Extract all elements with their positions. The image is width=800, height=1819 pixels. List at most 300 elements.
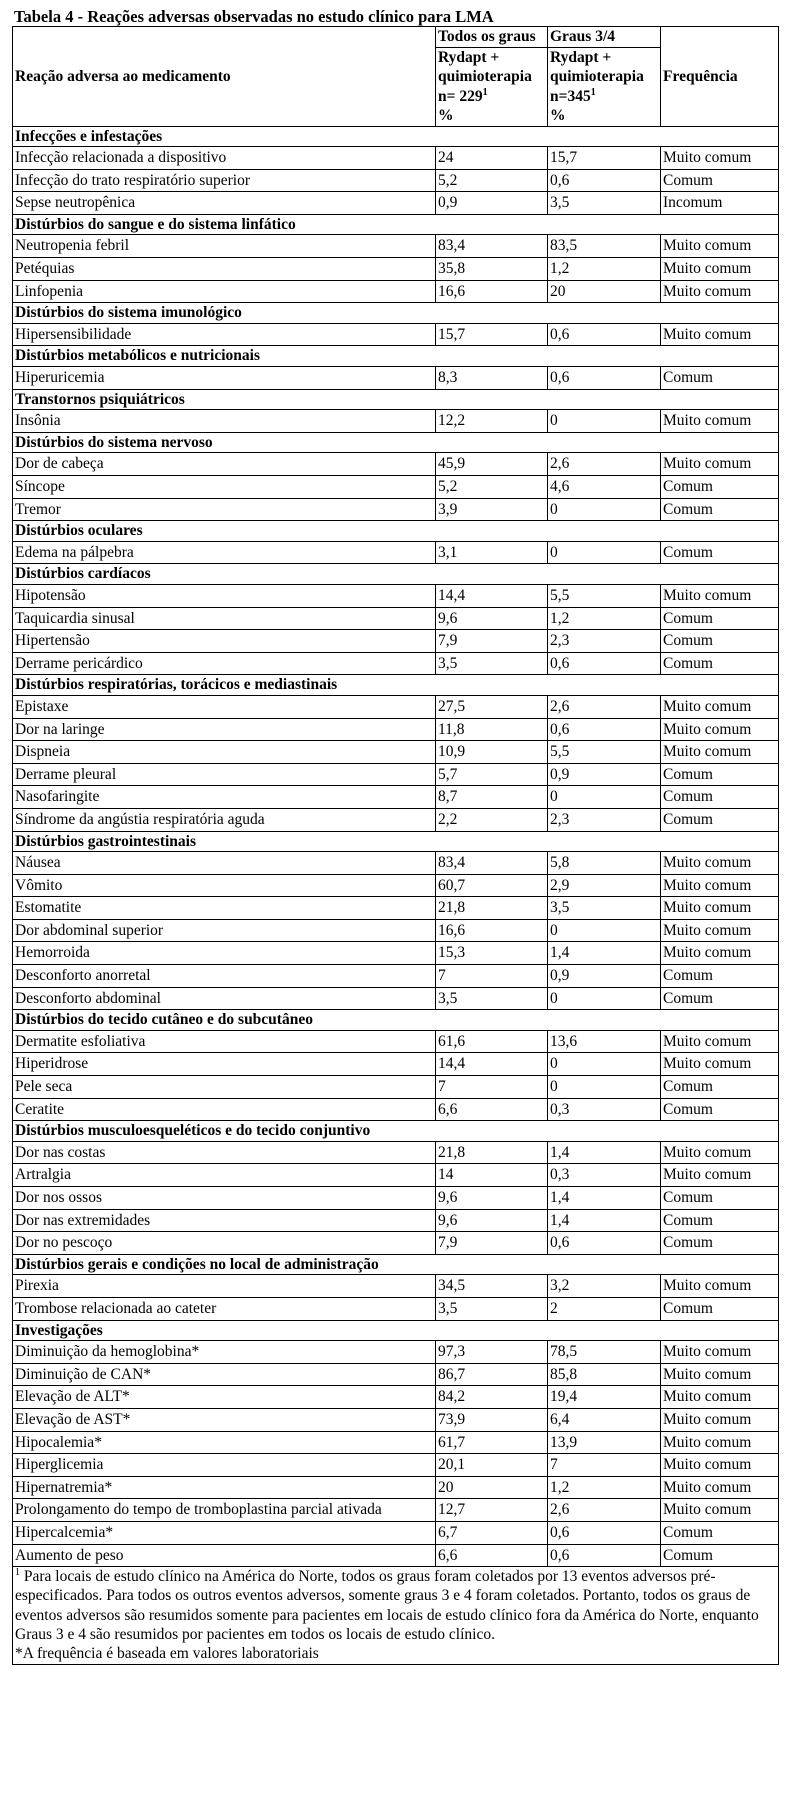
table-row <box>13 1431 779 1454</box>
section-title: Distúrbios respiratórias, torácicos e mediastinais <box>13 675 779 696</box>
section-title: Distúrbios metabólicos e nutricionais <box>13 346 779 367</box>
grades-3-4-cell: 5,5 <box>548 584 661 607</box>
frequency-cell: Comum <box>661 1521 779 1544</box>
reaction-cell: Hiperidrose <box>13 1053 436 1076</box>
frequency-cell: Comum <box>661 652 779 675</box>
footnotes-cell <box>13 1567 779 1664</box>
all-grades-cell: 14,4 <box>436 584 548 607</box>
all-grades-cell: 7 <box>436 965 548 988</box>
all-grades-cell: 3,5 <box>436 652 548 675</box>
frequency-cell: Muito comum <box>661 1341 779 1364</box>
grades-3-4-cell: 83,5 <box>548 235 661 258</box>
all-grades-cell: 6,6 <box>436 1098 548 1121</box>
frequency-cell: Muito comum <box>661 1141 779 1164</box>
frequency-cell: Comum <box>661 607 779 630</box>
reaction-cell: Estomatite <box>13 897 436 920</box>
all-grades-cell: 14 <box>436 1164 548 1187</box>
grades-3-4-cell: 0 <box>548 1076 661 1099</box>
section-title: Infecções e infestações <box>13 126 779 147</box>
reaction-cell: Hiperglicemia <box>13 1454 436 1477</box>
table-row <box>13 1341 779 1364</box>
header-g34-n-line <box>550 87 658 107</box>
reaction-cell: Hipercalcemia* <box>13 1521 436 1544</box>
frequency-cell: Comum <box>661 786 779 809</box>
table-row <box>13 410 779 433</box>
grades-3-4-cell: 1,4 <box>548 1209 661 1232</box>
frequency-cell: Muito comum <box>661 1386 779 1409</box>
table-row <box>13 808 779 831</box>
header-all-grades: Todos os graus <box>436 27 548 48</box>
footnote-row <box>13 1567 779 1664</box>
footnote-1 <box>15 1567 776 1644</box>
all-grades-cell: 20,1 <box>436 1454 548 1477</box>
all-grades-cell: 5,7 <box>436 763 548 786</box>
all-grades-cell: 15,7 <box>436 323 548 346</box>
grades-3-4-cell: 1,2 <box>548 258 661 281</box>
table-row <box>13 498 779 521</box>
table-footnotes <box>13 1567 779 1664</box>
grades-3-4-cell: 0 <box>548 410 661 433</box>
all-grades-cell: 0,9 <box>436 192 548 215</box>
table-row <box>13 1363 779 1386</box>
header-g34-unit: % <box>550 107 566 124</box>
all-grades-cell: 9,6 <box>436 1187 548 1210</box>
header-all-grades-detail <box>436 47 548 126</box>
table-row <box>13 1187 779 1210</box>
reaction-cell: Dor na laringe <box>13 718 436 741</box>
all-grades-cell: 3,9 <box>436 498 548 521</box>
table-row <box>13 874 779 897</box>
section-row <box>13 1254 779 1275</box>
grades-3-4-cell: 15,7 <box>548 147 661 170</box>
frequency-cell: Muito comum <box>661 695 779 718</box>
all-grades-cell: 16,6 <box>436 919 548 942</box>
all-grades-cell: 86,7 <box>436 1363 548 1386</box>
table-row <box>13 258 779 281</box>
frequency-cell: Comum <box>661 1076 779 1099</box>
grades-3-4-cell: 13,9 <box>548 1431 661 1454</box>
reaction-cell: Dor de cabeça <box>13 453 436 476</box>
section-row <box>13 432 779 453</box>
all-grades-cell: 83,4 <box>436 852 548 875</box>
header-all-sub: Rydapt + quimioterapia <box>438 48 532 85</box>
section-row <box>13 1010 779 1031</box>
reaction-cell: Sepse neutropênica <box>13 192 436 215</box>
frequency-cell: Comum <box>661 1297 779 1320</box>
frequency-cell: Muito comum <box>661 323 779 346</box>
all-grades-cell: 5,2 <box>436 476 548 499</box>
all-grades-cell: 3,1 <box>436 541 548 564</box>
header-all-unit: % <box>438 107 454 124</box>
all-grades-cell: 20 <box>436 1476 548 1499</box>
frequency-cell: Comum <box>661 1209 779 1232</box>
reaction-cell: Insônia <box>13 410 436 433</box>
all-grades-cell: 61,7 <box>436 1431 548 1454</box>
reaction-cell: Desconforto anorretal <box>13 965 436 988</box>
all-grades-cell: 60,7 <box>436 874 548 897</box>
reaction-cell: Hipotensão <box>13 584 436 607</box>
reaction-cell: Síndrome da angústia respiratória aguda <box>13 808 436 831</box>
table-row <box>13 1209 779 1232</box>
table-row <box>13 280 779 303</box>
frequency-cell: Muito comum <box>661 1363 779 1386</box>
table-row <box>13 1275 779 1298</box>
section-row <box>13 1121 779 1142</box>
footnote-1-marker: 1 <box>15 1566 20 1578</box>
reaction-cell: Petéquias <box>13 258 436 281</box>
table-row <box>13 1076 779 1099</box>
table-row <box>13 1053 779 1076</box>
frequency-cell: Muito comum <box>661 852 779 875</box>
table-title: Tabela 4 - Reações adversas observadas no estudo clínico para LMA <box>14 7 494 26</box>
reaction-cell: Derrame pericárdico <box>13 652 436 675</box>
section-title: Distúrbios musculoesqueléticos e do tecido conjuntivo <box>13 1121 779 1142</box>
table-row <box>13 476 779 499</box>
grades-3-4-cell: 0,6 <box>548 323 661 346</box>
table-row <box>13 367 779 390</box>
reaction-cell: Dor nas extremidades <box>13 1209 436 1232</box>
grades-3-4-cell: 0,6 <box>548 652 661 675</box>
section-title: Distúrbios do sistema imunológico <box>13 303 779 324</box>
frequency-cell: Muito comum <box>661 741 779 764</box>
table-row <box>13 1141 779 1164</box>
all-grades-cell: 8,3 <box>436 367 548 390</box>
grades-3-4-cell: 0,6 <box>548 169 661 192</box>
grades-3-4-cell: 20 <box>548 280 661 303</box>
grades-3-4-cell: 0 <box>548 541 661 564</box>
header-g34-sub: Rydapt + quimioterapia <box>550 48 644 85</box>
grades-3-4-cell: 0 <box>548 1053 661 1076</box>
header-g34-n-sup: 1 <box>590 86 596 98</box>
grades-3-4-cell: 0 <box>548 987 661 1010</box>
all-grades-cell: 7,9 <box>436 630 548 653</box>
all-grades-cell: 84,2 <box>436 1386 548 1409</box>
all-grades-cell: 21,8 <box>436 897 548 920</box>
all-grades-cell: 11,8 <box>436 718 548 741</box>
grades-3-4-cell: 19,4 <box>548 1386 661 1409</box>
section-row <box>13 214 779 235</box>
reaction-cell: Infecção relacionada a dispositivo <box>13 147 436 170</box>
frequency-cell: Comum <box>661 498 779 521</box>
frequency-cell: Muito comum <box>661 897 779 920</box>
header-frequency: Frequência <box>661 27 779 127</box>
frequency-cell: Comum <box>661 1232 779 1255</box>
table-row <box>13 1521 779 1544</box>
all-grades-cell: 34,5 <box>436 1275 548 1298</box>
reaction-cell: Hemorroida <box>13 942 436 965</box>
reaction-cell: Neutropenia febril <box>13 235 436 258</box>
all-grades-cell: 10,9 <box>436 741 548 764</box>
frequency-cell: Comum <box>661 476 779 499</box>
grades-3-4-cell: 0,9 <box>548 763 661 786</box>
reaction-cell: Dispneia <box>13 741 436 764</box>
reaction-cell: Dor nos ossos <box>13 1187 436 1210</box>
reaction-cell: Hipocalemia* <box>13 1431 436 1454</box>
header-all-n-line <box>438 87 545 107</box>
frequency-cell: Comum <box>661 541 779 564</box>
reaction-cell: Edema na pálpebra <box>13 541 436 564</box>
frequency-cell: Muito comum <box>661 1454 779 1477</box>
all-grades-cell: 97,3 <box>436 1341 548 1364</box>
section-row <box>13 675 779 696</box>
frequency-cell: Comum <box>661 965 779 988</box>
all-grades-cell: 6,7 <box>436 1521 548 1544</box>
grades-3-4-cell: 0,6 <box>548 718 661 741</box>
reaction-cell: Síncope <box>13 476 436 499</box>
table-row <box>13 453 779 476</box>
reaction-cell: Pele seca <box>13 1076 436 1099</box>
table-row <box>13 235 779 258</box>
grades-3-4-cell: 0,3 <box>548 1164 661 1187</box>
all-grades-cell: 27,5 <box>436 695 548 718</box>
table-row <box>13 786 779 809</box>
grades-3-4-cell: 0,3 <box>548 1098 661 1121</box>
grades-3-4-cell: 1,4 <box>548 1187 661 1210</box>
table-row <box>13 1476 779 1499</box>
reaction-cell: Artralgia <box>13 1164 436 1187</box>
all-grades-cell: 83,4 <box>436 235 548 258</box>
frequency-cell: Comum <box>661 630 779 653</box>
all-grades-cell: 14,4 <box>436 1053 548 1076</box>
table-row <box>13 323 779 346</box>
reaction-cell: Vômito <box>13 874 436 897</box>
section-row <box>13 346 779 367</box>
footnote-1-text: Para locais de estudo clínico na América do Norte, todos os graus foram coletados por 13 eventos adversos pré-especificados. Para todos os outros eventos adversos, somente graus 3 e 4 foram coletados. Portanto, todos os graus de eventos adversos são resumidos somente para pacientes em locais de estudo clínico fora da América do Norte, enquanto Graus 3 e 4 são resumidos por pacientes em todos os locais de estudo clínico. <box>15 1568 759 1643</box>
frequency-cell: Muito comum <box>661 874 779 897</box>
table-row <box>13 1499 779 1522</box>
header-grades-3-4: Graus 3/4 <box>548 27 661 48</box>
all-grades-cell: 2,2 <box>436 808 548 831</box>
all-grades-cell: 24 <box>436 147 548 170</box>
table-row <box>13 1386 779 1409</box>
all-grades-cell: 9,6 <box>436 607 548 630</box>
grades-3-4-cell: 78,5 <box>548 1341 661 1364</box>
grades-3-4-cell: 2,3 <box>548 630 661 653</box>
all-grades-cell: 9,6 <box>436 1209 548 1232</box>
frequency-cell: Muito comum <box>661 258 779 281</box>
table-row <box>13 919 779 942</box>
table-row <box>13 192 779 215</box>
reaction-cell: Tremor <box>13 498 436 521</box>
grades-3-4-cell: 5,5 <box>548 741 661 764</box>
grades-3-4-cell: 0,6 <box>548 1232 661 1255</box>
frequency-cell: Comum <box>661 367 779 390</box>
grades-3-4-cell: 2,9 <box>548 874 661 897</box>
grades-3-4-cell: 2,6 <box>548 695 661 718</box>
grades-3-4-cell: 2,3 <box>548 808 661 831</box>
frequency-cell: Muito comum <box>661 1030 779 1053</box>
section-row <box>13 303 779 324</box>
section-row <box>13 831 779 852</box>
reaction-cell: Pirexia <box>13 1275 436 1298</box>
all-grades-cell: 73,9 <box>436 1408 548 1431</box>
table-row <box>13 987 779 1010</box>
grades-3-4-cell: 0,6 <box>548 1544 661 1567</box>
all-grades-cell: 7 <box>436 1076 548 1099</box>
reaction-cell: Aumento de peso <box>13 1544 436 1567</box>
all-grades-cell: 45,9 <box>436 453 548 476</box>
all-grades-cell: 5,2 <box>436 169 548 192</box>
frequency-cell: Muito comum <box>661 1408 779 1431</box>
section-row <box>13 389 779 410</box>
frequency-cell: Muito comum <box>661 147 779 170</box>
header-all-n: n= 229 <box>438 87 483 105</box>
table-row <box>13 695 779 718</box>
frequency-cell: Muito comum <box>661 1499 779 1522</box>
all-grades-cell: 61,6 <box>436 1030 548 1053</box>
grades-3-4-cell: 1,4 <box>548 942 661 965</box>
frequency-cell: Comum <box>661 808 779 831</box>
all-grades-cell: 8,7 <box>436 786 548 809</box>
all-grades-cell: 16,6 <box>436 280 548 303</box>
reaction-cell: Dermatite esfoliativa <box>13 1030 436 1053</box>
frequency-cell: Comum <box>661 987 779 1010</box>
grades-3-4-cell: 0,6 <box>548 367 661 390</box>
frequency-cell: Comum <box>661 1187 779 1210</box>
document-page <box>12 8 778 1665</box>
section-row <box>13 1320 779 1341</box>
table-row <box>13 1098 779 1121</box>
table-row <box>13 763 779 786</box>
grades-3-4-cell: 1,2 <box>548 607 661 630</box>
grades-3-4-cell: 2 <box>548 1297 661 1320</box>
reaction-cell: Dor nas costas <box>13 1141 436 1164</box>
table-row <box>13 965 779 988</box>
grades-3-4-cell: 2,6 <box>548 453 661 476</box>
table-row <box>13 584 779 607</box>
grades-3-4-cell: 1,4 <box>548 1141 661 1164</box>
table-row <box>13 741 779 764</box>
reaction-cell: Linfopenia <box>13 280 436 303</box>
header-row-1 <box>13 27 779 48</box>
grades-3-4-cell: 0 <box>548 786 661 809</box>
table-row <box>13 1454 779 1477</box>
reaction-cell: Elevação de AST* <box>13 1408 436 1431</box>
reaction-cell: Trombose relacionada ao cateter <box>13 1297 436 1320</box>
table-row <box>13 147 779 170</box>
table-row <box>13 630 779 653</box>
grades-3-4-cell: 5,8 <box>548 852 661 875</box>
frequency-cell: Comum <box>661 169 779 192</box>
frequency-cell: Comum <box>661 1544 779 1567</box>
adverse-reactions-table <box>12 26 779 1665</box>
frequency-cell: Muito comum <box>661 919 779 942</box>
table-row <box>13 1232 779 1255</box>
reaction-cell: Ceratite <box>13 1098 436 1121</box>
reaction-cell: Náusea <box>13 852 436 875</box>
frequency-cell: Muito comum <box>661 235 779 258</box>
frequency-cell: Incomum <box>661 192 779 215</box>
frequency-cell: Muito comum <box>661 584 779 607</box>
frequency-cell: Muito comum <box>661 1053 779 1076</box>
grades-3-4-cell: 0 <box>548 498 661 521</box>
section-title: Distúrbios oculares <box>13 521 779 542</box>
all-grades-cell: 12,2 <box>436 410 548 433</box>
section-title: Investigações <box>13 1320 779 1341</box>
grades-3-4-cell: 0,6 <box>548 1521 661 1544</box>
reaction-cell: Dor no pescoço <box>13 1232 436 1255</box>
reaction-cell: Dor abdominal superior <box>13 919 436 942</box>
section-row <box>13 126 779 147</box>
table-row <box>13 1544 779 1567</box>
frequency-cell: Muito comum <box>661 1164 779 1187</box>
reaction-cell: Nasofaringite <box>13 786 436 809</box>
frequency-cell: Muito comum <box>661 280 779 303</box>
all-grades-cell: 35,8 <box>436 258 548 281</box>
table-row <box>13 652 779 675</box>
table-row <box>13 718 779 741</box>
grades-3-4-cell: 7 <box>548 1454 661 1477</box>
grades-3-4-cell: 3,2 <box>548 1275 661 1298</box>
section-title: Transtornos psiquiátricos <box>13 389 779 410</box>
section-title: Distúrbios gerais e condições no local de administração <box>13 1254 779 1275</box>
frequency-cell: Comum <box>661 1098 779 1121</box>
section-title: Distúrbios cardíacos <box>13 564 779 585</box>
table-row <box>13 541 779 564</box>
section-title: Distúrbios gastrointestinais <box>13 831 779 852</box>
table-row <box>13 169 779 192</box>
reaction-cell: Derrame pleural <box>13 763 436 786</box>
table-row <box>13 1297 779 1320</box>
reaction-cell: Hipersensibilidade <box>13 323 436 346</box>
reaction-cell: Prolongamento do tempo de tromboplastina parcial ativada <box>13 1499 436 1522</box>
grades-3-4-cell: 6,4 <box>548 1408 661 1431</box>
reaction-cell: Taquicardia sinusal <box>13 607 436 630</box>
header-grades-detail <box>548 47 661 126</box>
header-all-n-sup: 1 <box>482 86 488 98</box>
table-row <box>13 607 779 630</box>
grades-3-4-cell: 85,8 <box>548 1363 661 1386</box>
grades-3-4-cell: 0 <box>548 919 661 942</box>
all-grades-cell: 7,9 <box>436 1232 548 1255</box>
grades-3-4-cell: 1,2 <box>548 1476 661 1499</box>
reaction-cell: Diminuição de CAN* <box>13 1363 436 1386</box>
grades-3-4-cell: 3,5 <box>548 192 661 215</box>
all-grades-cell: 12,7 <box>436 1499 548 1522</box>
frequency-cell: Muito comum <box>661 1476 779 1499</box>
frequency-cell: Muito comum <box>661 410 779 433</box>
header-reaction: Reação adversa ao medicamento <box>13 27 436 127</box>
reaction-cell: Hiperuricemia <box>13 367 436 390</box>
frequency-cell: Comum <box>661 763 779 786</box>
grades-3-4-cell: 4,6 <box>548 476 661 499</box>
section-title: Distúrbios do sangue e do sistema linfático <box>13 214 779 235</box>
reaction-cell: Infecção do trato respiratório superior <box>13 169 436 192</box>
frequency-cell: Muito comum <box>661 1431 779 1454</box>
reaction-cell: Desconforto abdominal <box>13 987 436 1010</box>
frequency-cell: Muito comum <box>661 1275 779 1298</box>
frequency-cell: Muito comum <box>661 942 779 965</box>
section-title: Distúrbios do tecido cutâneo e do subcutâneo <box>13 1010 779 1031</box>
all-grades-cell: 21,8 <box>436 1141 548 1164</box>
reaction-cell: Elevação de ALT* <box>13 1386 436 1409</box>
table-row <box>13 1030 779 1053</box>
table-row <box>13 1408 779 1431</box>
all-grades-cell: 15,3 <box>436 942 548 965</box>
all-grades-cell: 6,6 <box>436 1544 548 1567</box>
all-grades-cell: 3,5 <box>436 1297 548 1320</box>
frequency-cell: Muito comum <box>661 453 779 476</box>
section-row <box>13 564 779 585</box>
table-row <box>13 852 779 875</box>
grades-3-4-cell: 2,6 <box>548 1499 661 1522</box>
reaction-cell: Epistaxe <box>13 695 436 718</box>
reaction-cell: Hipernatremia* <box>13 1476 436 1499</box>
frequency-cell: Muito comum <box>661 718 779 741</box>
grades-3-4-cell: 0,9 <box>548 965 661 988</box>
footnote-2: *A frequência é baseada em valores laboratoriais <box>15 1645 319 1663</box>
header-g34-n: n=345 <box>550 87 591 105</box>
